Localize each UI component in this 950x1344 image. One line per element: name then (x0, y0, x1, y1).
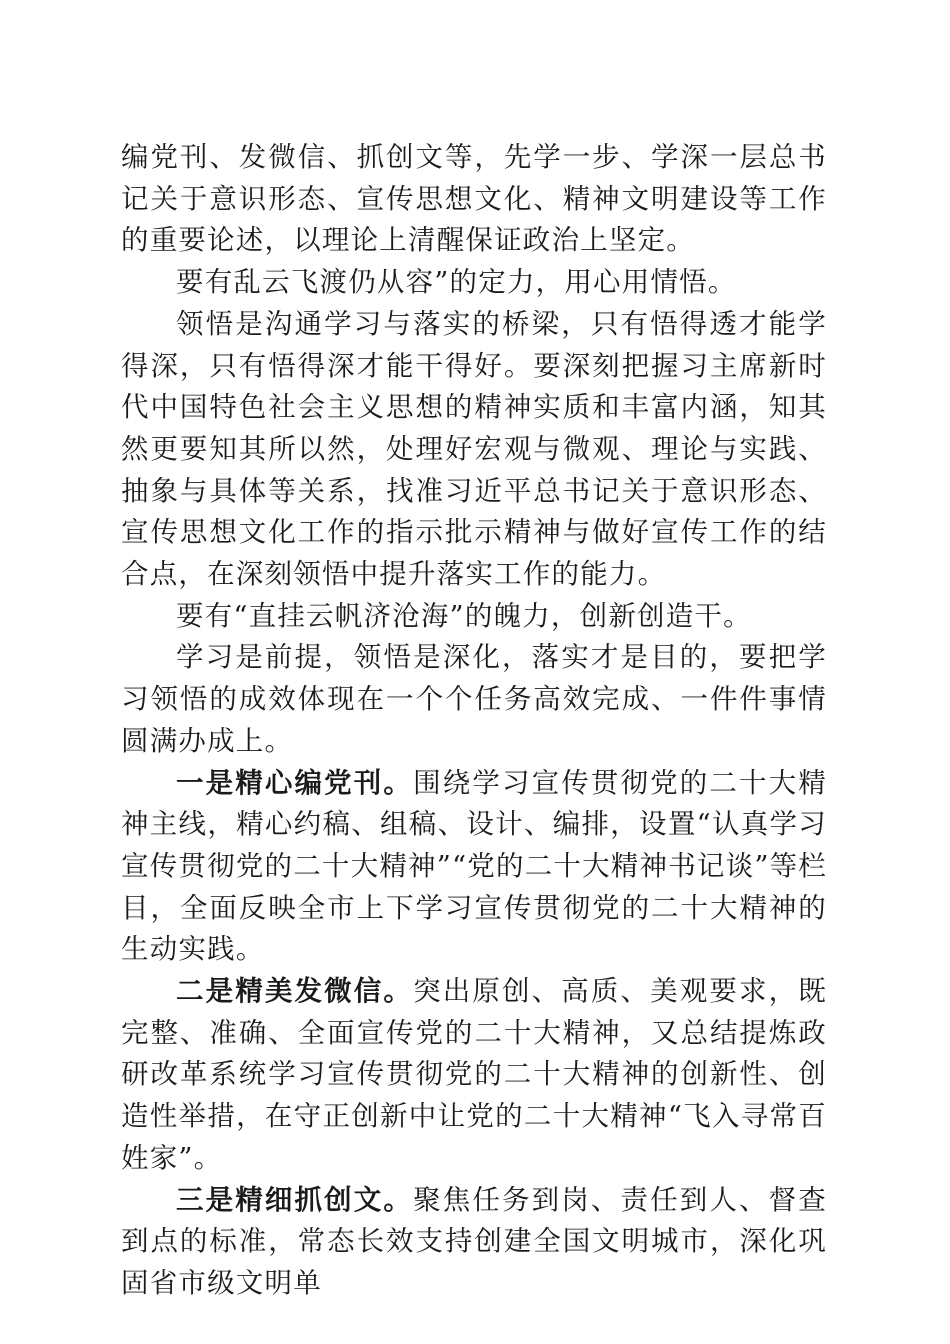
paragraph-3 (121, 304, 827, 596)
paragraph-lead: 一是精心编党刊。 (176, 766, 414, 799)
paragraph-lead: 二是精美发微信。 (176, 975, 414, 1008)
paragraph-text: 要有“直挂云帆济沧海”的魄力，创新创造干。 (176, 599, 752, 632)
paragraph-text: 学习是前提，领悟是深化，落实才是目的，要把学习领悟的成效体现在一个个任务高效完成、一件件事情圆满办成上。 (121, 641, 827, 757)
paragraph-1 (121, 137, 827, 262)
paragraph-2 (121, 262, 827, 304)
paragraph-text: 围绕学习宣传贯彻党的二十大精神主线，精心约稿、组稿、设计、编排，设置“认真学习宣传贯彻党的二十大精神”“党的二十大精神书记谈”等栏目，全面反映全市上下学习宣传贯彻党的二十大精神的生动实践。 (121, 766, 827, 966)
paragraph-7 (121, 971, 827, 1180)
paragraph-text: 聚焦任务到岗、责任到人、督查到点的标准，常态长效支持创建全国文明城市，深化巩固省市级文明单 (121, 1183, 827, 1299)
paragraph-8 (121, 1180, 827, 1305)
paragraph-6 (121, 763, 827, 972)
paragraph-lead: 三是精细抓创文。 (176, 1183, 414, 1216)
paragraph-5 (121, 637, 827, 762)
paragraph-4 (121, 596, 827, 638)
paragraph-text: 突出原创、高质、美观要求，既完整、准确、全面宣传党的二十大精神，又总结提炼政研改革系统学习宣传贯彻党的二十大精神的创新性、创造性举措，在守正创新中让党的二十大精神“飞入寻常百姓家”。 (121, 975, 827, 1174)
paragraph-text: 领悟是沟通学习与落实的桥梁，只有悟得透才能学得深，只有悟得深才能干得好。要深刻把握习主席新时代中国特色社会主义思想的精神实质和丰富内涵，知其然更要知其所以然，处理好宏观与微观、理论与实践、抽象与具体等关系，找准习近平总书记关于意识形态、宣传思想文化工作的指示批示精神与做好宣传工作的结合点，在深刻领悟中提升落实工作的能力。 (121, 307, 827, 591)
document-body (121, 137, 827, 1305)
paragraph-text: 要有乱云飞渡仍从容”的定力，用心用情悟。 (176, 266, 737, 299)
paragraph-text: 编党刊、发微信、抓创文等，先学一步、学深一层总书记关于意识形态、宣传思想文化、精神文明建设等工作的重要论述，以理论上清醒保证政治上坚定。 (121, 141, 827, 257)
